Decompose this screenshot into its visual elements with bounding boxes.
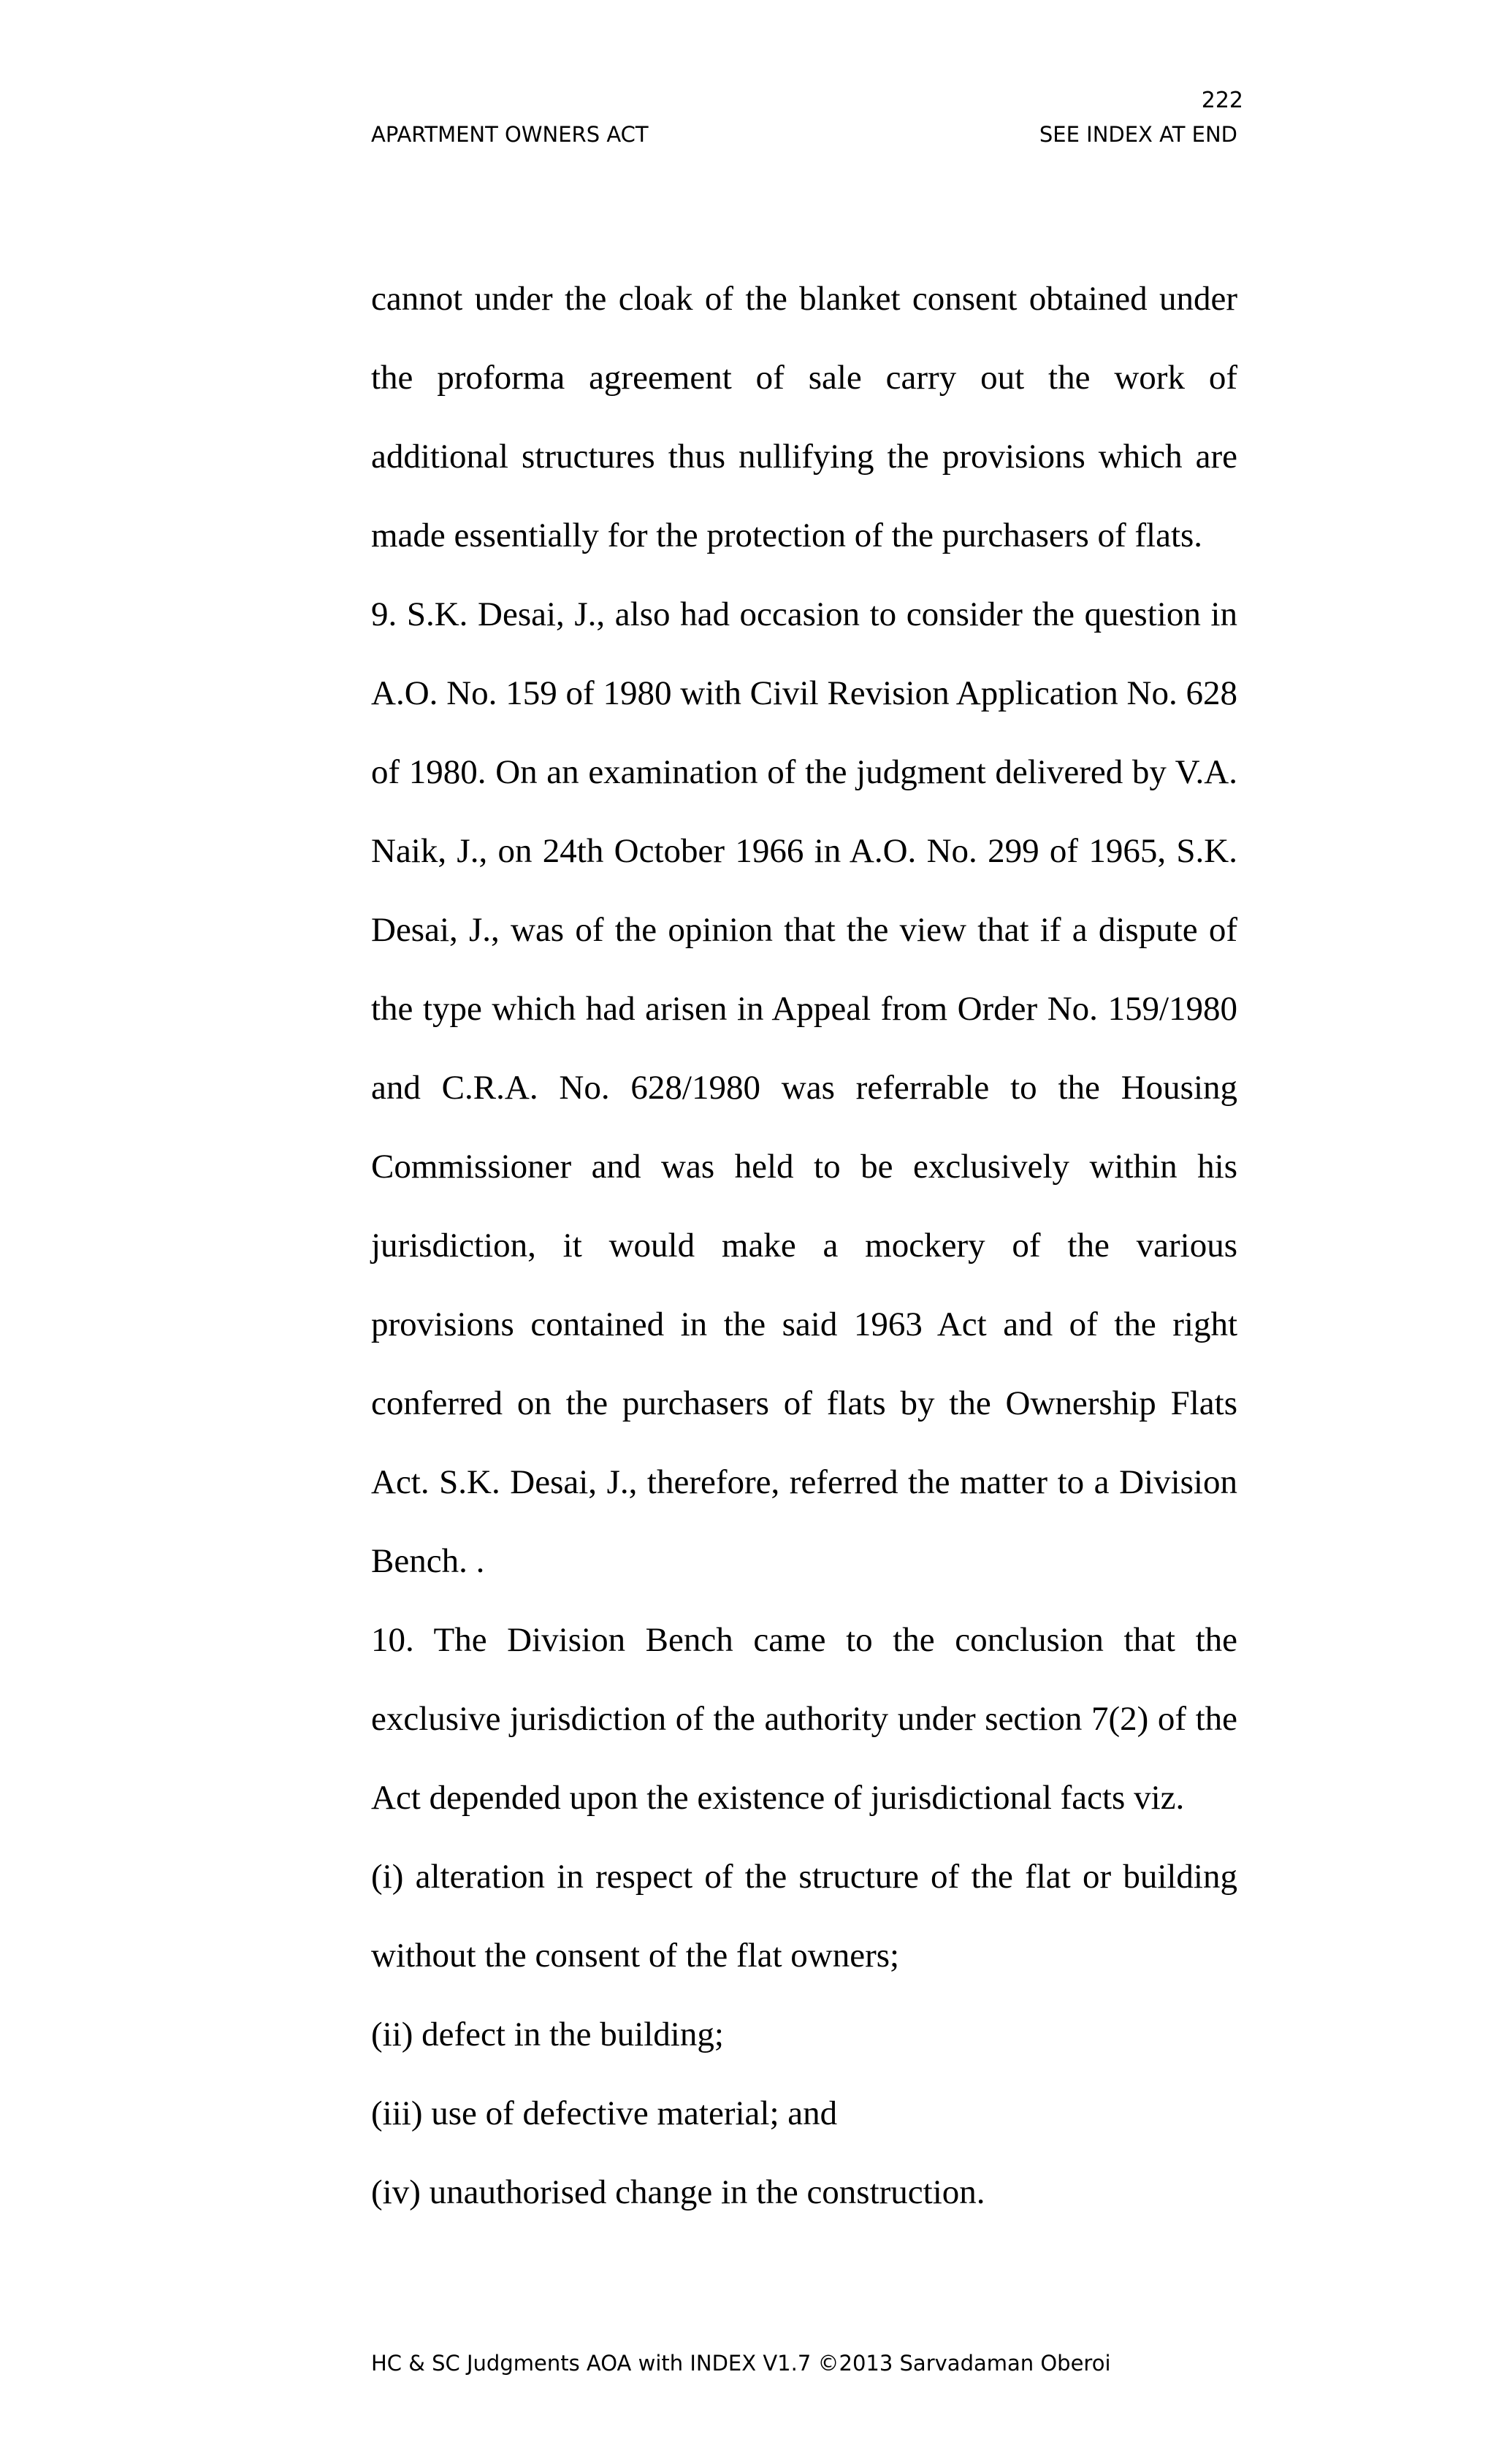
list-item: (iii) use of defective material; and [371, 2094, 838, 2132]
paragraph: 9. S.K. Desai, J., also had occasion to consider the question in A.O. No. 159 of 1980 with Civil Revision Application No. 628 of 1980. On an examination of the judgment delivered by V.A. Naik, J., on 24th October 1966 in A.O. No. 299 of 1965, S.K. Desai, J., was of the opinion that the view that if a dispute of the type which had arisen in Appeal from Order No. 159/1980 and C.R.A. No. 628/1980 was referrable to the Housing Commissioner and was held to be exclusively within his jurisdiction, it would make a mockery of the various provisions contained in the said 1963 Act and of the right conferred on the purchasers of flats by the Ownership Flats Act. S.K. Desai, J., therefore, referred the matter to a Division Bench. . [371, 595, 1237, 1580]
header-right: SEE INDEX AT END [1039, 122, 1237, 147]
list-item: (ii) defect in the building; [371, 2015, 724, 2053]
footer: HC & SC Judgments AOA with INDEX V1.7 ©2013 Sarvadaman Oberoi [371, 2351, 1111, 2376]
page-number: 222 [1201, 88, 1243, 113]
header-left: APARTMENT OWNERS ACT [371, 122, 649, 147]
body-text [371, 259, 1237, 2232]
paragraph: cannot under the cloak of the blanket consent obtained under the proforma agreement of sale carry out the work of additional structures thus nullifying the provisions which are made essentially for the protection of the purchasers of flats. [371, 280, 1237, 554]
list-item: (iv) unauthorised change in the construction. [371, 2173, 985, 2211]
running-header [371, 120, 1237, 149]
paragraph: 10. The Division Bench came to the conclusion that the exclusive jurisdiction of the authority under section 7(2) of the Act depended upon the existence of jurisdictional facts viz. [371, 1621, 1237, 1817]
list-item: (i) alteration in respect of the structure of the flat or building without the consent of the flat owners; [371, 1858, 1237, 1975]
